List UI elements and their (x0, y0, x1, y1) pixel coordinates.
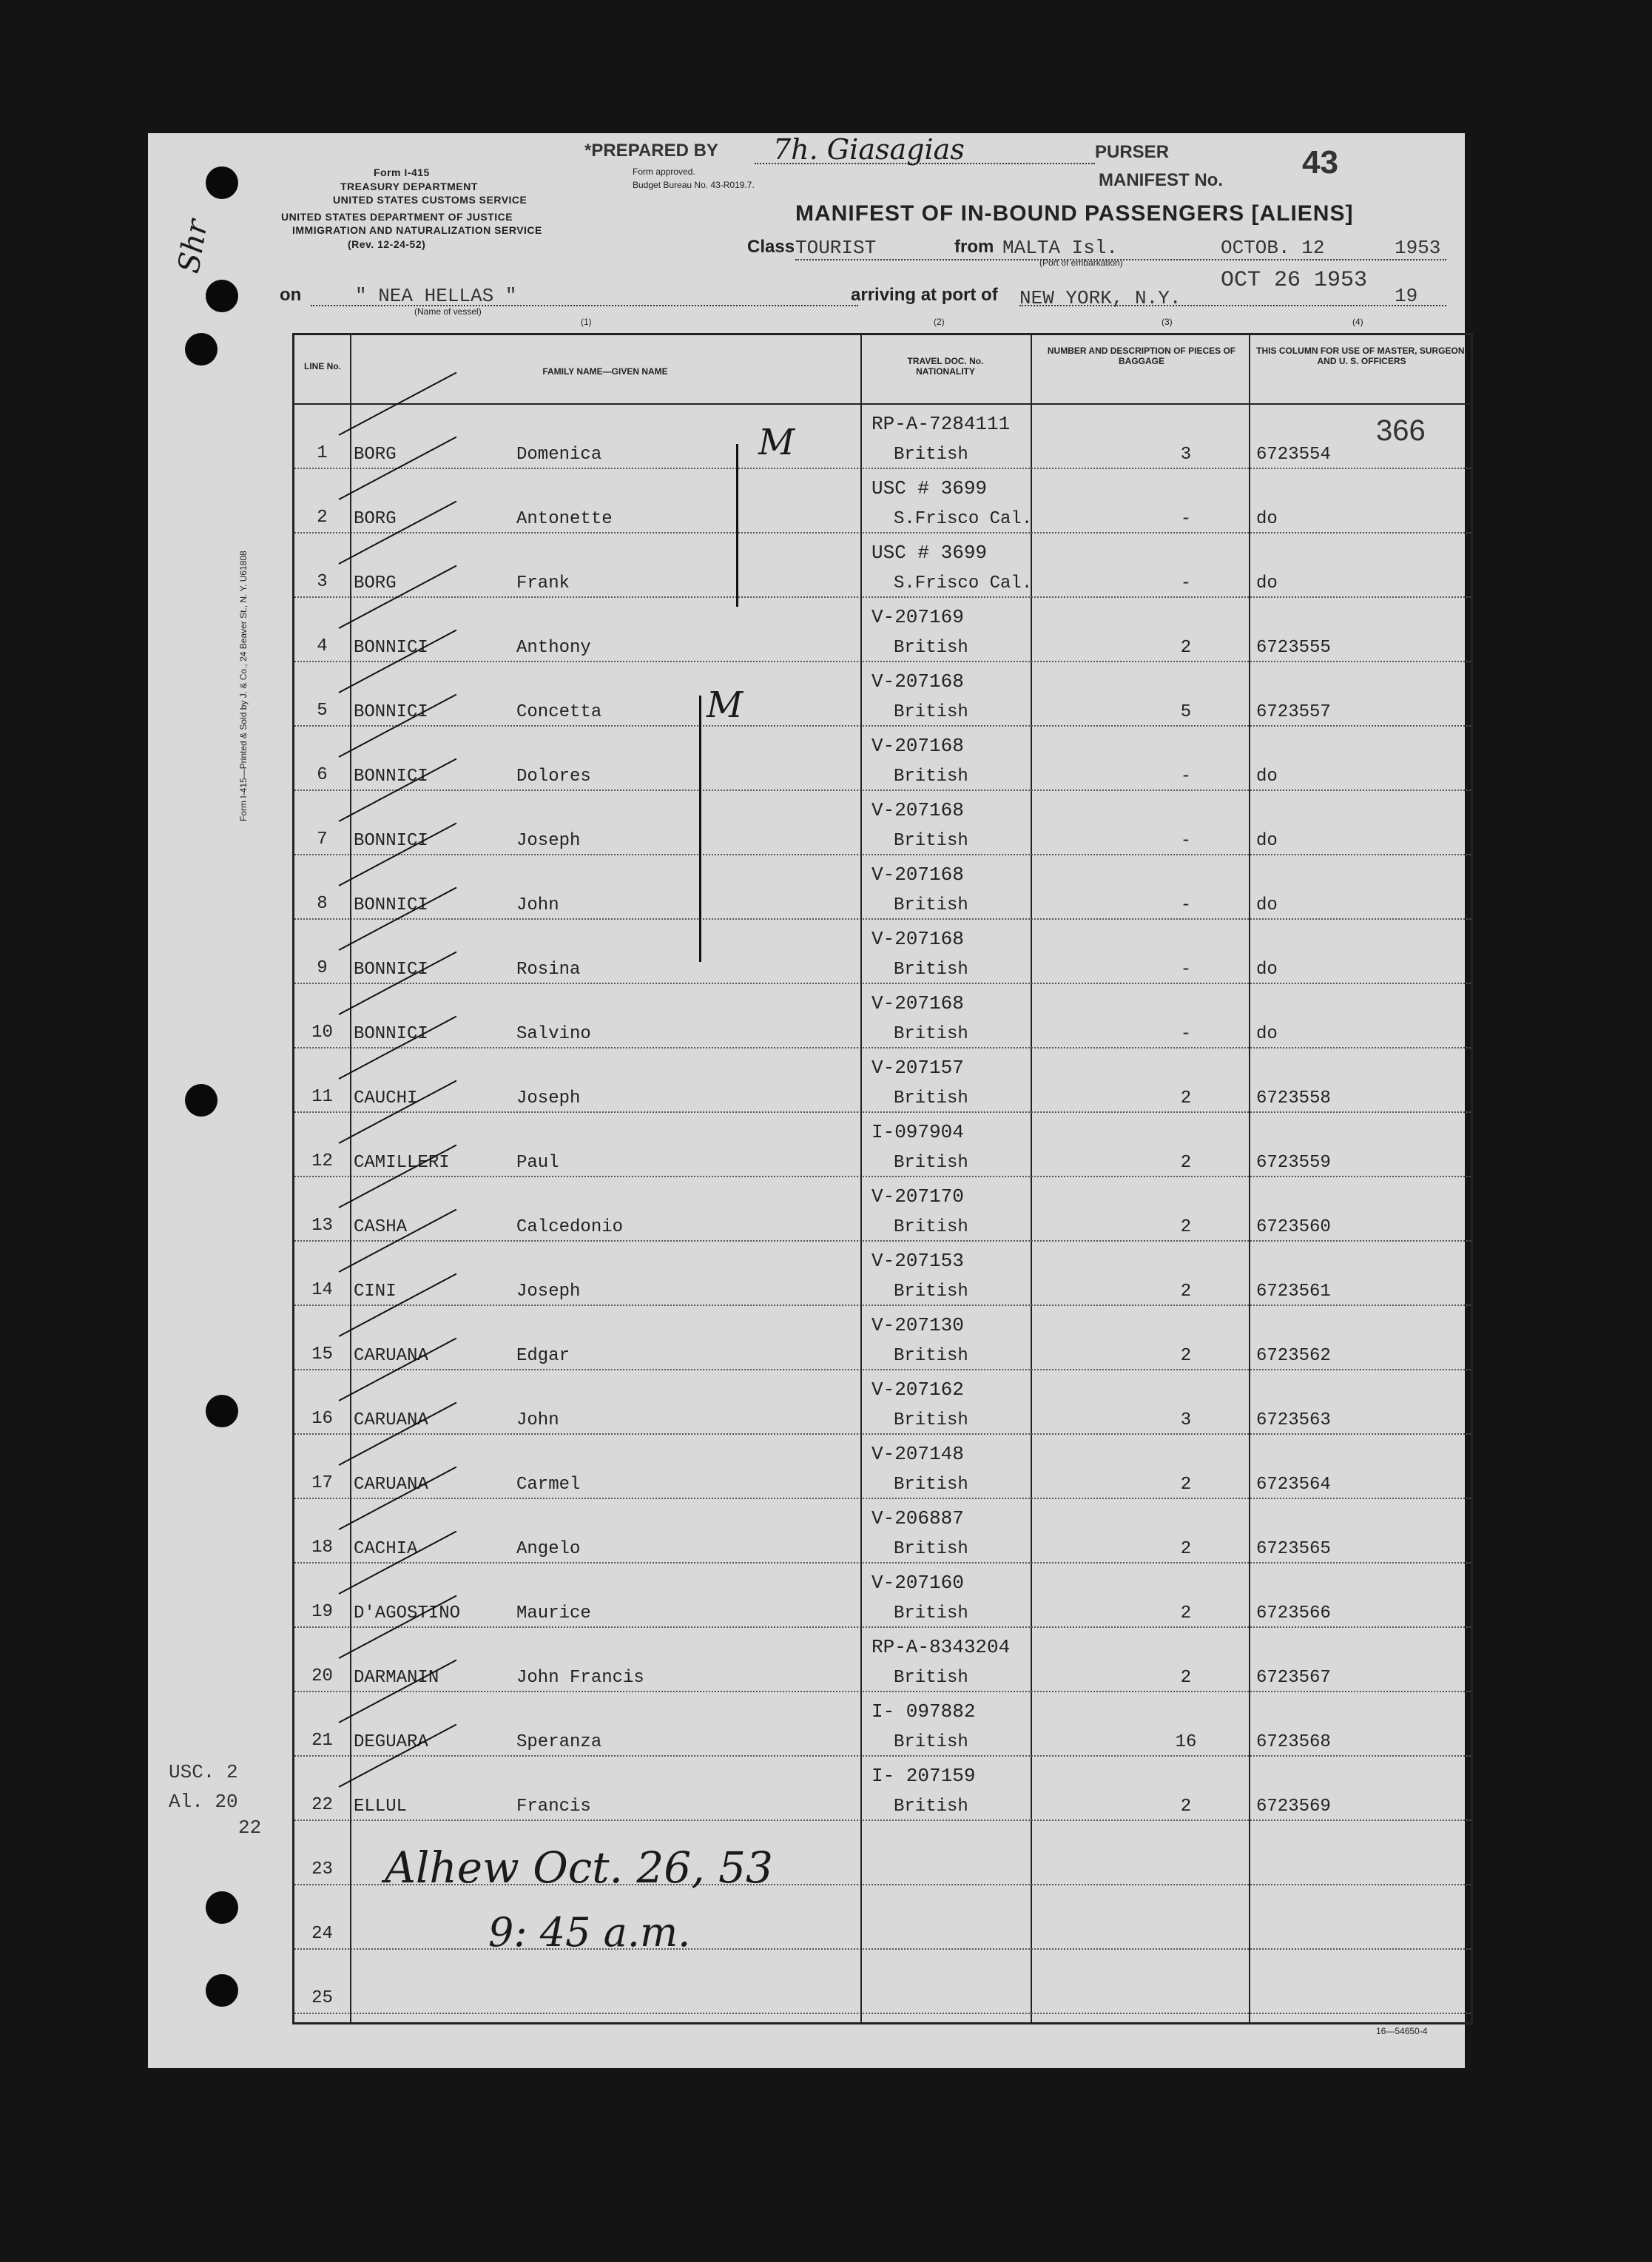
given-name: Antonette (516, 509, 613, 529)
travel-doc-number: V-207148 (871, 1443, 964, 1465)
class-value: TOURIST (795, 237, 877, 259)
officer-number: do (1256, 895, 1278, 915)
given-name: Maurice (516, 1603, 591, 1623)
margin-al: Al. 20 (169, 1791, 238, 1813)
travel-doc-number: RP-A-8343204 (871, 1636, 1011, 1658)
officer-number: 6723557 (1256, 702, 1331, 722)
line-number: 14 (311, 1280, 333, 1300)
given-name: John Francis (516, 1668, 644, 1688)
baggage-count: 2 (1180, 1153, 1192, 1173)
travel-doc-number: I-097904 (871, 1121, 964, 1143)
form-revision: (Rev. 12-24-52) (348, 238, 426, 250)
family-name: BORG (354, 573, 397, 593)
nationality: British (894, 638, 968, 658)
punch-hole (206, 166, 238, 199)
budget-bureau: Budget Bureau No. 43-R019.7. (633, 180, 755, 190)
baggage-count: 16 (1175, 1732, 1197, 1752)
given-name: Anthony (516, 638, 591, 658)
nationality: British (894, 445, 968, 465)
travel-doc-number: V-207168 (871, 799, 964, 821)
line-number: 16 (311, 1409, 333, 1429)
officer-number: 6723562 (1256, 1346, 1331, 1366)
dept-treasury: TREASURY DEPARTMENT (340, 181, 478, 192)
vessel-name: " NEA HELLAS " (355, 285, 517, 307)
page-stamp-number: 366 (1376, 414, 1426, 447)
col-no-4: (4) (1352, 317, 1363, 327)
given-name: Angelo (516, 1539, 581, 1559)
family-name: CARUANA (354, 1346, 428, 1366)
line-number: 1 (317, 443, 328, 463)
family-name: CARUANA (354, 1410, 428, 1430)
group-mark: M (758, 422, 795, 463)
line-number: 18 (311, 1538, 333, 1558)
group-mark: M (707, 684, 744, 726)
baggage-count: 2 (1180, 1668, 1192, 1688)
table-body (294, 405, 1471, 2022)
family-name: DARMANIN (354, 1668, 439, 1688)
officer-number: 6723560 (1256, 1217, 1331, 1237)
dept-customs: UNITED STATES CUSTOMS SERVICE (333, 194, 527, 206)
family-name: BORG (354, 445, 397, 465)
from-value: MALTA Isl. (1002, 237, 1119, 259)
header-name: FAMILY NAME—GIVEN NAME (542, 366, 668, 377)
table-row (294, 1692, 1471, 1757)
given-name: Joseph (516, 831, 581, 851)
travel-doc-number: I- 207159 (871, 1765, 976, 1787)
line-number: 21 (311, 1731, 333, 1751)
table-row (294, 1048, 1471, 1113)
table-row (294, 1177, 1471, 1242)
group-bracket (699, 696, 701, 962)
line-number: 10 (311, 1023, 333, 1043)
baggage-count: - (1180, 960, 1192, 980)
line-number: 3 (317, 572, 328, 592)
col-no-1: (1) (581, 317, 592, 327)
travel-doc-number: V-207168 (871, 992, 964, 1014)
given-name: Carmel (516, 1475, 581, 1495)
line-number: 17 (311, 1473, 333, 1493)
officer-number: 6723559 (1256, 1153, 1331, 1173)
punch-hole (206, 1891, 238, 1924)
passenger-table (292, 333, 1473, 2024)
baggage-count: 5 (1180, 702, 1192, 722)
dept-ins: IMMIGRATION AND NATURALIZATION SERVICE (292, 224, 542, 236)
group-bracket (736, 444, 738, 607)
officer-number: 6723558 (1256, 1088, 1331, 1108)
table-row (294, 1242, 1471, 1306)
side-printer-note: Form I-415—Printed & Sold by J. & Co., 24 Beaver St., N. Y. U61808 (238, 551, 249, 821)
given-name: Edgar (516, 1346, 570, 1366)
baggage-count: 2 (1180, 1346, 1192, 1366)
officer-number: do (1256, 831, 1278, 851)
officer-number: do (1256, 767, 1278, 787)
officer-number: 6723564 (1256, 1475, 1331, 1495)
nationality: British (894, 1217, 968, 1237)
family-name: ELLUL (354, 1797, 408, 1817)
nationality: British (894, 895, 968, 915)
family-name: BONNICI (354, 960, 428, 980)
nationality: British (894, 1539, 968, 1559)
baggage-count: - (1180, 509, 1192, 529)
family-name: CAUCHI (354, 1088, 418, 1108)
given-name: Speranza (516, 1732, 602, 1752)
embarkation-note: (Port of embarkation) (1039, 257, 1123, 268)
table-row (294, 598, 1471, 662)
travel-doc-number: V-207168 (871, 864, 964, 886)
given-name: Joseph (516, 1282, 581, 1302)
family-name: D'AGOSTINO (354, 1603, 461, 1623)
table-row (294, 405, 1471, 469)
baggage-count: 2 (1180, 1603, 1192, 1623)
table-row (294, 1628, 1471, 1692)
travel-doc-number: V-207153 (871, 1250, 964, 1272)
baggage-count: 2 (1180, 1088, 1192, 1108)
arrival-port: NEW YORK, N.Y. (1019, 287, 1181, 309)
vessel-note: (Name of vessel) (414, 306, 482, 317)
family-name: BORG (354, 509, 397, 529)
arriving-label: arriving at port of (851, 285, 998, 305)
punch-hole (206, 1974, 238, 2007)
officer-number: do (1256, 573, 1278, 593)
form-approved: Form approved. (633, 166, 695, 177)
travel-doc-number: USC # 3699 (871, 542, 988, 564)
table-row (294, 984, 1471, 1048)
travel-doc-number: V-207168 (871, 735, 964, 757)
nationality: British (894, 1603, 968, 1623)
travel-doc-number: V-206887 (871, 1507, 964, 1529)
nationality: British (894, 1410, 968, 1430)
given-name: Domenica (516, 445, 602, 465)
header-travel-doc: TRAVEL DOC. No. NATIONALITY (907, 356, 984, 377)
travel-doc-number: USC # 3699 (871, 477, 988, 499)
table-row (294, 533, 1471, 598)
given-name: Rosina (516, 960, 581, 980)
table-row (294, 1757, 1471, 1821)
family-name: CAMILLERI (354, 1153, 450, 1173)
line-number: 11 (311, 1087, 333, 1107)
travel-doc-number: V-207168 (871, 928, 964, 950)
line-number: 5 (317, 701, 328, 721)
punch-hole (185, 1084, 218, 1117)
officer-number: 6723568 (1256, 1732, 1331, 1752)
punch-hole (206, 1395, 238, 1427)
family-name: CASHA (354, 1217, 408, 1237)
baggage-count: - (1180, 767, 1192, 787)
line-number: 13 (311, 1216, 333, 1236)
baggage-count: 2 (1180, 1217, 1192, 1237)
nationality: British (894, 1346, 968, 1366)
baggage-count: 2 (1180, 1282, 1192, 1302)
margin-usc: USC. 2 (169, 1761, 238, 1783)
manifest-no-label: MANIFEST No. (1099, 170, 1223, 190)
given-name: Calcedonio (516, 1217, 624, 1237)
line-number: 25 (311, 1988, 333, 2008)
nationality: British (894, 767, 968, 787)
table-row (294, 1370, 1471, 1435)
family-name: CACHIA (354, 1539, 418, 1559)
inspection-time: 9: 45 a.m. (488, 1909, 691, 1956)
table-row (294, 1499, 1471, 1563)
on-label: on (280, 285, 302, 305)
corner-handwriting: Shr (172, 217, 215, 276)
line-number: 20 (311, 1666, 333, 1686)
table-row (294, 1435, 1471, 1499)
nationality: British (894, 1732, 968, 1752)
travel-doc-number: V-207130 (871, 1314, 964, 1336)
nationality: British (894, 960, 968, 980)
manifest-number: 43 (1302, 144, 1338, 181)
officer-number: 6723563 (1256, 1410, 1331, 1430)
travel-doc-number: V-207157 (871, 1057, 964, 1079)
travel-doc-number: V-207160 (871, 1572, 964, 1594)
arrival-year: 19 (1395, 285, 1418, 307)
travel-doc-number: I- 097882 (871, 1700, 976, 1723)
family-name: DEGUARA (354, 1732, 428, 1752)
table-row (294, 791, 1471, 855)
nationality: British (894, 702, 968, 722)
nationality: British (894, 1153, 968, 1173)
given-name: Frank (516, 573, 570, 593)
family-name: BONNICI (354, 702, 428, 722)
officer-number: do (1256, 1024, 1278, 1044)
nationality: British (894, 1088, 968, 1108)
from-label: from (954, 237, 994, 257)
prepared-by-signature: 7h. Giasagias (773, 133, 965, 166)
line-number: 22 (311, 1795, 333, 1815)
baggage-count: 2 (1180, 1797, 1192, 1817)
punch-hole (206, 280, 238, 312)
travel-doc-number: V-207169 (871, 606, 964, 628)
line-number: 23 (311, 1859, 333, 1879)
embark-date: OCTOB. 12 (1221, 237, 1325, 259)
manifest-title: MANIFEST OF IN-BOUND PASSENGERS [ALIENS] (795, 201, 1354, 226)
line-number: 12 (311, 1151, 333, 1171)
family-name: BONNICI (354, 831, 428, 851)
table-row (294, 855, 1471, 920)
travel-doc-number: V-207168 (871, 670, 964, 693)
footer-code: 16—54650-4 (1376, 2026, 1428, 2036)
baggage-count: - (1180, 895, 1192, 915)
officer-number: 6723569 (1256, 1797, 1331, 1817)
class-label: Class (747, 237, 795, 257)
family-name: CARUANA (354, 1475, 428, 1495)
table-row (294, 920, 1471, 984)
col-no-2: (2) (934, 317, 945, 327)
family-name: CINI (354, 1282, 397, 1302)
port-line (1019, 305, 1446, 306)
punch-hole (185, 333, 218, 366)
nationality: British (894, 1282, 968, 1302)
line-number: 8 (317, 894, 328, 914)
nationality: British (894, 1668, 968, 1688)
family-name: BONNICI (354, 895, 428, 915)
given-name: John (516, 895, 559, 915)
col-no-3: (3) (1162, 317, 1173, 327)
officer-number: 6723567 (1256, 1668, 1331, 1688)
header-line-no: LINE No. (304, 361, 341, 371)
from-line (795, 259, 1446, 260)
nationality: British (894, 1024, 968, 1044)
line-number: 6 (317, 765, 328, 785)
travel-doc-number: V-207170 (871, 1185, 964, 1208)
form-number: Form I-415 (374, 166, 430, 178)
baggage-count: 3 (1180, 445, 1192, 465)
prepared-by-line (755, 163, 1095, 164)
nationality: S.Frisco Cal. (894, 573, 1033, 593)
header-officers: THIS COLUMN FOR USE OF MASTER, SURGEON, AND U. S. OFFICERS (1256, 346, 1467, 366)
baggage-count: 2 (1180, 1539, 1192, 1559)
given-name: John (516, 1410, 559, 1430)
dept-justice: UNITED STATES DEPARTMENT OF JUSTICE (281, 211, 513, 223)
arrival-stamp-date: OCT 26 1953 (1221, 268, 1368, 293)
given-name: Dolores (516, 767, 591, 787)
baggage-count: - (1180, 1024, 1192, 1044)
line-number: 9 (317, 958, 328, 978)
table-row (294, 1885, 1471, 1950)
table-row (294, 1306, 1471, 1370)
purser-label: PURSER (1095, 142, 1170, 162)
travel-doc-number: V-207162 (871, 1379, 964, 1401)
baggage-count: 2 (1180, 638, 1192, 658)
nationality: British (894, 1797, 968, 1817)
line-number: 4 (317, 636, 328, 656)
nationality: S.Frisco Cal. (894, 509, 1033, 529)
embark-year: 1953 (1395, 237, 1441, 259)
table-row (294, 662, 1471, 727)
given-name: Concetta (516, 702, 602, 722)
margin-22: 22 (238, 1817, 262, 1839)
baggage-count: 3 (1180, 1410, 1192, 1430)
table-row (294, 469, 1471, 533)
header-baggage: NUMBER AND DESCRIPTION OF PIECES OF BAGGAGE (1047, 346, 1236, 366)
officer-number: 6723561 (1256, 1282, 1331, 1302)
table-row (294, 1950, 1471, 2014)
baggage-count: - (1180, 831, 1192, 851)
table-row (294, 727, 1471, 791)
nationality: British (894, 831, 968, 851)
given-name: Paul (516, 1153, 559, 1173)
given-name: Salvino (516, 1024, 591, 1044)
prepared-by-label: *PREPARED BY (584, 141, 718, 161)
given-name: Joseph (516, 1088, 581, 1108)
officer-number: do (1256, 960, 1278, 980)
officer-number: 6723555 (1256, 638, 1331, 658)
line-number: 24 (311, 1924, 333, 1944)
officer-number: 6723554 (1256, 445, 1331, 465)
row-rule (294, 2013, 1471, 2014)
baggage-count: 2 (1180, 1475, 1192, 1495)
officer-number: 6723566 (1256, 1603, 1331, 1623)
line-number: 7 (317, 829, 328, 849)
line-number: 2 (317, 508, 328, 528)
vessel-line (311, 305, 858, 306)
table-row (294, 1113, 1471, 1177)
travel-doc-number: RP-A-7284111 (871, 413, 1011, 435)
officer-number: 6723565 (1256, 1539, 1331, 1559)
table-row (294, 1563, 1471, 1628)
given-name: Francis (516, 1797, 591, 1817)
family-name: BONNICI (354, 638, 428, 658)
baggage-count: - (1180, 573, 1192, 593)
nationality: British (894, 1475, 968, 1495)
family-name: BONNICI (354, 767, 428, 787)
officer-number: do (1256, 509, 1278, 529)
line-number: 15 (311, 1344, 333, 1364)
line-number: 19 (311, 1602, 333, 1622)
family-name: BONNICI (354, 1024, 428, 1044)
inspector-signature: Alhew Oct. 26, 53 (385, 1842, 773, 1893)
